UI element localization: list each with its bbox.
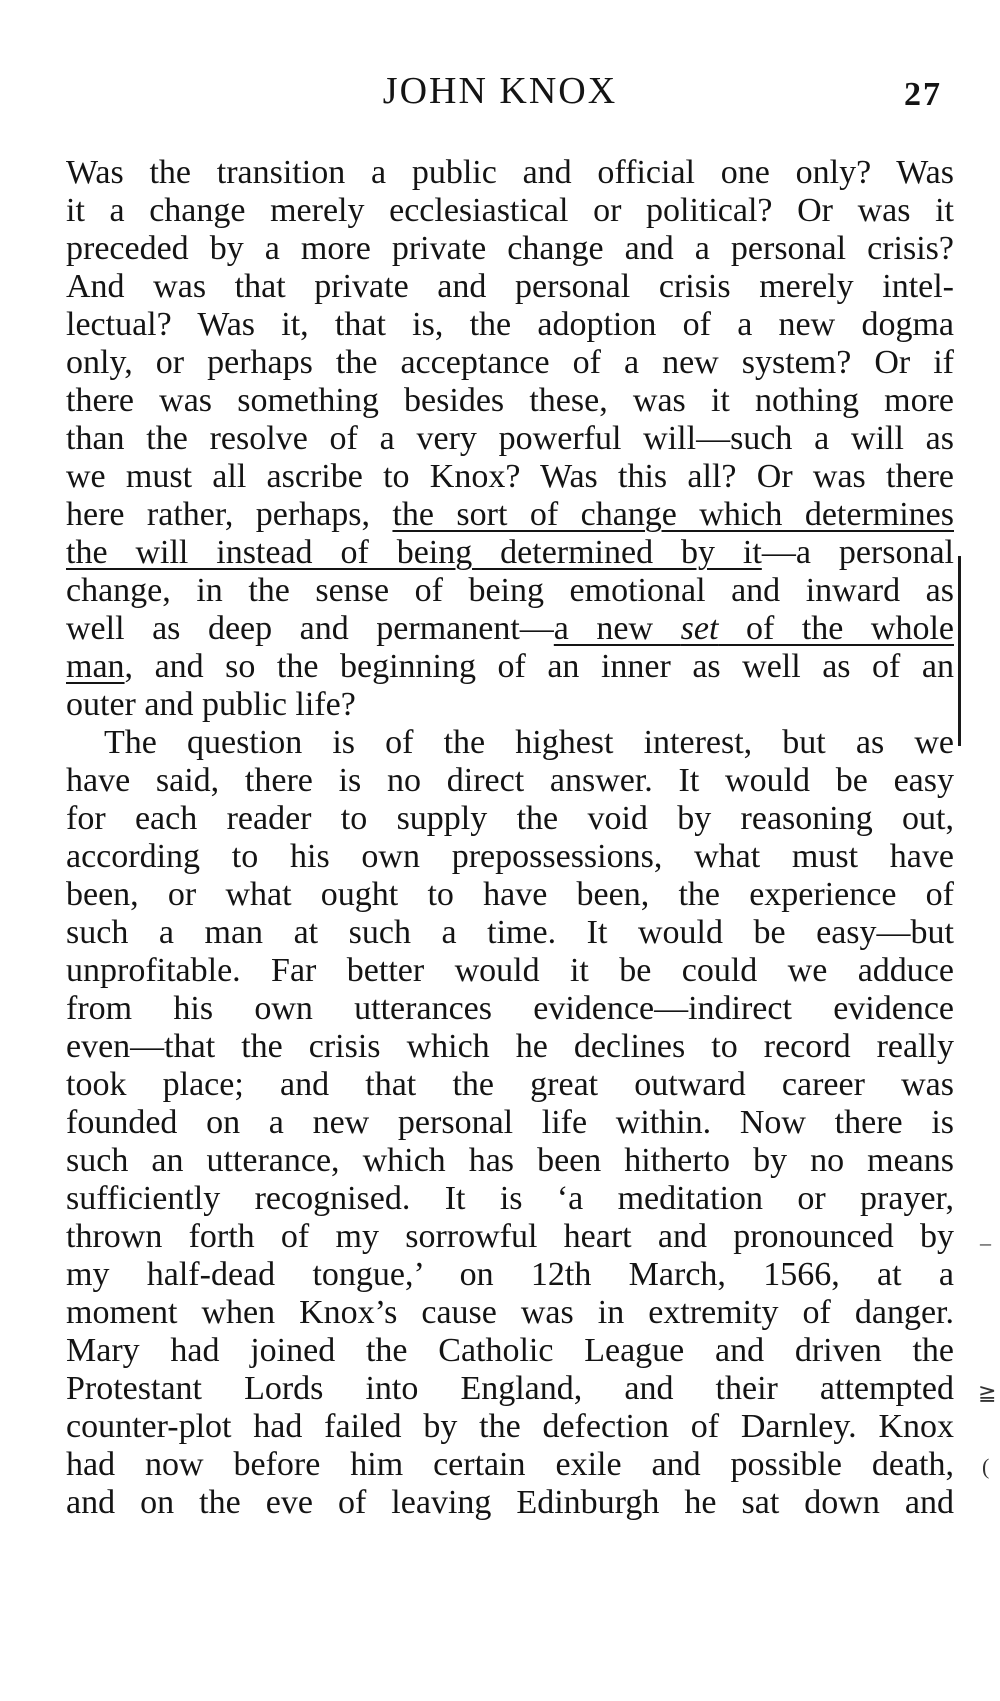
text-line: Mary had joined the Catholic League and driven the	[66, 1332, 954, 1369]
text-line: there was something besides these, was it nothing more	[66, 382, 954, 419]
text-line: sufficiently recognised. It is ‘a meditation or prayer,	[66, 1180, 954, 1217]
text-line: only, or perhaps the acceptance of a new system? Or if	[66, 344, 954, 381]
text-line: from his own utterances evidence—indirect evidence	[66, 990, 954, 1027]
text-line: than the resolve of a very powerful will—such a will as	[66, 420, 954, 457]
text-line: such a man at such a time. It would be easy—but	[66, 914, 954, 951]
text-line: have said, there is no direct answer. It would be easy	[66, 762, 954, 799]
text-line: been, or what ought to have been, the experience of	[66, 876, 954, 913]
margin-mark: –	[980, 1230, 991, 1255]
page-number: 27	[904, 76, 942, 113]
page-title: JOHN KNOX	[382, 70, 618, 112]
text-line: founded on a new personal life within. Now there is	[66, 1104, 954, 1141]
italic-word: set	[680, 610, 719, 647]
text-span: a new	[553, 610, 681, 647]
text-span: of the whole	[718, 610, 954, 647]
text-line: Protestant Lords into England, and their attempted	[66, 1370, 954, 1407]
margin-mark: ≧	[978, 1380, 997, 1405]
text-line: counter-plot had failed by the defection of Darnley. Knox	[66, 1408, 954, 1445]
text-line: lectual? Was it, that is, the adoption of a new dogma	[66, 306, 954, 343]
text-line: moment when Knox’s cause was in extremity of danger.	[66, 1294, 954, 1331]
text-span: well as deep and permanent—	[66, 610, 554, 647]
text-line: outer and public life?	[66, 686, 356, 723]
text-line: took place; and that the great outward career was	[66, 1066, 954, 1103]
text-line: thrown forth of my sorrowful heart and pronounced by	[66, 1218, 954, 1255]
text-span: , and so the beginning of an inner as well as of an	[124, 648, 954, 685]
text-line	[66, 608, 954, 649]
text-line: such an utterance, which has been hitherto by no means	[66, 1142, 954, 1179]
underlined-text: the will instead of being determined by it	[66, 534, 762, 571]
text-line: even—that the crisis which he declines to record really	[66, 1028, 954, 1065]
text-line: And was that private and personal crisis merely intel-	[66, 268, 954, 305]
text-line	[66, 494, 954, 535]
text-line: unprofitable. Far better would it be could we adduce	[66, 952, 954, 989]
margin-annotation-bar	[958, 556, 961, 746]
text-line: we must all ascribe to Knox? Was this all? Or was there	[66, 458, 954, 495]
text-span: —a personal	[761, 534, 954, 571]
text-line: The question is of the highest interest, but as we	[104, 724, 954, 761]
text-line: my half-dead tongue,’ on 12th March, 1566, at a	[66, 1256, 954, 1293]
text-line: change, in the sense of being emotional and inward as	[66, 572, 954, 609]
underlined-text	[554, 610, 954, 647]
text-line: Was the transition a public and official one only? Was	[66, 154, 954, 191]
text-line: it a change merely ecclesiastical or political? Or was it	[66, 192, 954, 229]
text-line	[66, 646, 954, 687]
text-line: for each reader to supply the void by reasoning out,	[66, 800, 954, 837]
underlined-text: man	[66, 648, 125, 685]
text-line	[66, 532, 954, 573]
text-span: here rather, perhaps,	[66, 496, 393, 533]
text-line: had now before him certain exile and possible death,	[66, 1446, 954, 1483]
text-line: and on the eve of leaving Edinburgh he sat down and	[66, 1484, 954, 1521]
text-line: according to his own prepossessions, what must have	[66, 838, 954, 875]
underlined-text: the sort of change which determines	[392, 496, 954, 533]
text-line: preceded by a more private change and a personal crisis?	[66, 230, 954, 267]
margin-mark: (	[982, 1454, 990, 1479]
